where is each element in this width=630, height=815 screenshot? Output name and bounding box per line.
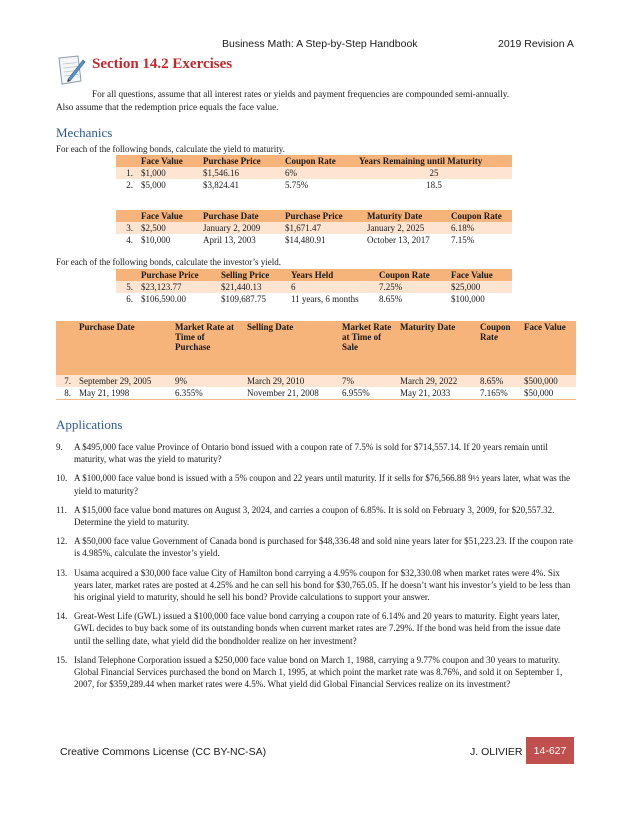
- col-header: Years Held: [288, 269, 376, 281]
- footer-author: J. OLIVIER: [470, 746, 523, 758]
- col-header: Maturity Date: [397, 321, 477, 375]
- intro-line-2: Also assume that the redemption price equals the face value.: [56, 102, 279, 112]
- col-header: Purchase Price: [138, 269, 218, 281]
- table-header-row: [56, 321, 576, 375]
- col-header: Market Rate at Time of Purchase: [172, 321, 244, 375]
- revision: 2019 Revision A: [498, 38, 574, 50]
- table-investor-yield-2: [56, 321, 576, 400]
- col-header: Face Value: [521, 321, 576, 375]
- list-item: 14. Great-West Life (GWL) issued a $100,000 face value bond carrying a coupon rate of 6.14% and 20 years to maturity. Eight years later, GWL decides to buy back some of its outstanding bonds when current market rates are 7.29%. If the bond was held from the issue date until the selling date, what yield did the bondholder realize on her investment?: [56, 611, 561, 646]
- list-item: 11. A $15,000 face value bond matures on August 3, 2024, and carries a coupon of 6.85%. It is sold on February 3, 2009, for $20,557.32. Determine the yield to maturity.: [56, 504, 555, 528]
- col-header: Maturity Date: [364, 210, 448, 222]
- applications-list: [56, 441, 576, 697]
- table-header-row: [116, 269, 512, 281]
- col-header: Selling Price: [218, 269, 288, 281]
- table-row: 7. September 29, 2005 9% March 29, 2010 7% March 29, 2022 8.65% $500,000: [56, 375, 576, 387]
- col-header: Face Value: [138, 210, 200, 222]
- section-title: Section 14.2 Exercises: [92, 56, 233, 72]
- list-item: 15. Island Telephone Corporation issued a $250,000 face value bond on March 1, 1988, carrying a 9.77% coupon and 30 years to maturity. Global Financial Services purchased the bond on March 1, 1995, at which point the market rate was 8.76%, and sold it on September 1, 2007, for $359,289.44 when market rates were 4.5%. What yield did Global Financial Services realize on its investment?: [56, 654, 563, 690]
- table-row: 6. $106,590.00 $109,687.75 11 years, 6 months 8.65% $100,000: [116, 293, 512, 305]
- col-header: Coupon Rate: [477, 321, 521, 375]
- table-investor-yield-1: [116, 269, 512, 305]
- table-row: 8. May 21, 1998 6.355% November 21, 2008 6.955% May 21, 2033 7.165% $50,000: [56, 387, 576, 400]
- table-row: 5. $23,123.77 $21,440.13 6 7.25% $25,000: [116, 281, 512, 293]
- table-header-row: [116, 155, 512, 167]
- col-header: Purchase Date: [76, 321, 172, 375]
- book-title: Business Math: A Step-by-Step Handbook: [222, 38, 418, 50]
- intro-text: [56, 88, 576, 114]
- list-item: 12. A $50,000 face value Government of Canada bond is purchased for $48,336.48 and sold nine years later for $51,223.23. If the coupon rate is 4.985%, calculate the investor’s yield.: [56, 536, 573, 559]
- intro-line-1: For all questions, assume that all interest rates or yields and payment frequencies are compounded semi-annually.: [92, 89, 510, 99]
- notepad-pencil-icon: [56, 54, 86, 86]
- table-yield-2: [116, 210, 512, 246]
- table-row: 3. $2,500 January 2, 2009 $1,671.47 January 2, 2025 6.18%: [116, 222, 512, 234]
- col-header: Years Remaining until Maturity: [356, 155, 512, 167]
- col-header: Selling Date: [244, 321, 339, 375]
- table-header-row: [116, 210, 512, 222]
- footer-license: Creative Commons License (CC BY-NC-SA): [60, 746, 267, 758]
- col-header: Purchase Price: [200, 155, 282, 167]
- col-header: Market Rate at Time of Sale: [339, 321, 397, 375]
- mechanics-lead-2: For each of the following bonds, calculate the investor’s yield.: [56, 257, 282, 267]
- list-item: 13. Usama acquired a $30,000 face value City of Hamilton bond carrying a 4.95% coupon for $32,330.08 when market rates were 4%. Six years later, market rates are posted at 4.25% and he can sell his bond for $30,765.05. If he doesn’t want his investor’s yield to be less than his original yield to maturity, should he sell his bond? Provide calculations to support your answer.: [56, 567, 571, 603]
- table-row: 2. $5,000 $3,824.41 5.75% 18.5: [116, 179, 512, 191]
- col-header: Coupon Rate: [376, 269, 448, 281]
- applications-heading: Applications: [56, 417, 123, 432]
- page-number: 14-627: [526, 737, 574, 764]
- table-row: 1. $1,000 $1,546.16 6% 25: [116, 167, 512, 179]
- col-header: Face Value: [138, 155, 200, 167]
- col-header: Purchase Date: [200, 210, 282, 222]
- col-header: Coupon Rate: [282, 155, 356, 167]
- list-item: 10. A $100,000 face value bond is issued with a 5% coupon and 22 years until maturity. If it sells for $76,566.88 9½ years later, what was the yield to maturity?: [56, 473, 570, 496]
- col-header: Coupon Rate: [448, 210, 512, 222]
- mechanics-lead-1: For each of the following bonds, calculate the yield to maturity.: [56, 144, 285, 154]
- col-header: Face Value: [448, 269, 512, 281]
- table-row: 4. $10,000 April 13, 2003 $14,480.91 October 13, 2017 7.15%: [116, 234, 512, 246]
- list-item: 9. A $495,000 face value Province of Ontario bond issued with a coupon rate of 7.5% is sold for $714,557.14. If 20 years remain until maturity, what was the yield to maturity?: [56, 442, 548, 465]
- col-header: Purchase Price: [282, 210, 364, 222]
- mechanics-heading: Mechanics: [56, 125, 113, 140]
- table-yield-1: [116, 155, 512, 191]
